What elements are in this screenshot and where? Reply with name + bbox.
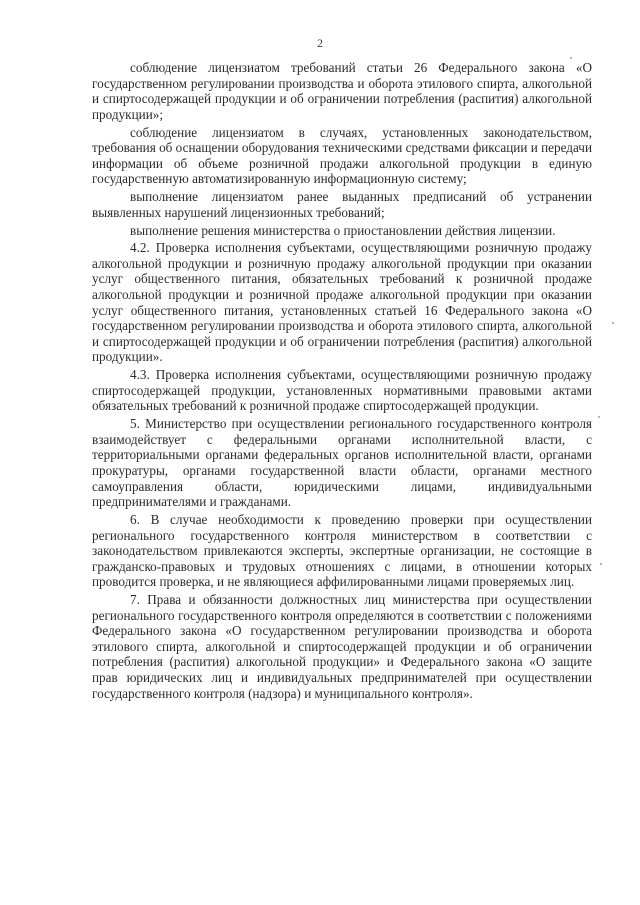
document-body xyxy=(92,60,592,703)
paragraph-7: 7. Права и обязанности должностных лиц министерства при осуществлении регионального государственного контроля определяются в соответствии с положениями Федерального закона «О государственном регулировании производства и оборота этилового спирта, алкогольной и спиртосодержащей продукции и об ограничении потребления (распития) алкогольной продукции» и Федерального закона «О защите прав юридических лиц и индивидуальных предпринимателей при осуществлении государственного контроля (надзора) и муниципального контроля». xyxy=(92,592,592,701)
page-number: 2 xyxy=(317,36,323,50)
paragraph-5: 5. Министерство при осуществлении регионального государственного контроля взаимодействует с федеральными органами исполнительной власти, с территориальными органами федеральных органов исполнительной власти, органами прокуратуры, органами государственной власти области, органами местного самоуправления области, юридическими лицами, индивидуальными предпринимателями и гражданами. xyxy=(92,416,592,510)
paragraph-4-3: 4.3. Проверка исполнения субъектами, осуществляющими розничную продажу спиртосодержащей продукции, установленных нормативными правовыми актами обязательных требований к розничной продаже спиртосодержащей продукции. xyxy=(92,367,592,414)
paragraph-compliance-article-26: соблюдение лицензиатом требований статьи 26 Федерального закона «О государственном регулировании производства и оборота этилового спирта, алкогольной и спиртосодержащей продукции и об ограничении потребления (распития) алкогольной продукции»; xyxy=(92,60,592,122)
paragraph-compliance-equipment: соблюдение лицензиатом в случаях, установленных законодательством, требования об оснащении оборудования техническими средствами фиксации и передачи информации об объеме розничной продажи алкогольной продукции в единую государственную автоматизированную информационную систему; xyxy=(92,124,592,187)
paragraph-4-2: 4.2. Проверка исполнения субъектами, осуществляющими розничную продажу алкогольной продукции и розничную продажу алкогольной продукции при оказании услуг общественного питания, обязательных требований к розничной продаже алкогольной продукции и розничной продаже алкогольной продукции при оказании услуг общественного питания, установленных статьей 16 Федерального закона «О государственном регулировании производства и оборота этилового спирта, алкогольной и спиртосодержащей продукции и об ограничении потребления (распития) алкогольной продукции». xyxy=(92,240,592,365)
scan-speck xyxy=(598,416,600,418)
scan-speck xyxy=(600,563,602,565)
paragraph-prior-orders: выполнение лицензиатом ранее выданных предписаний об устранении выявленных нарушений лицензионных требований; xyxy=(92,189,592,220)
paragraph-license-suspension: выполнение решения министерства о приостановлении действия лицензии. xyxy=(130,222,556,238)
scan-speck xyxy=(612,322,614,324)
paragraph-6: 6. В случае необходимости к проведению проверки при осуществлении регионального государственного контроля министерством в соответствии с законодательством привлекаются эксперты, экспертные организации, не состоящие в гражданско-правовых и трудовых отношениях с лицами, в отношении которых проводится проверка, и не являющиеся аффилированными лицами проверяемых лиц. xyxy=(92,511,592,590)
scan-speck xyxy=(570,57,572,59)
